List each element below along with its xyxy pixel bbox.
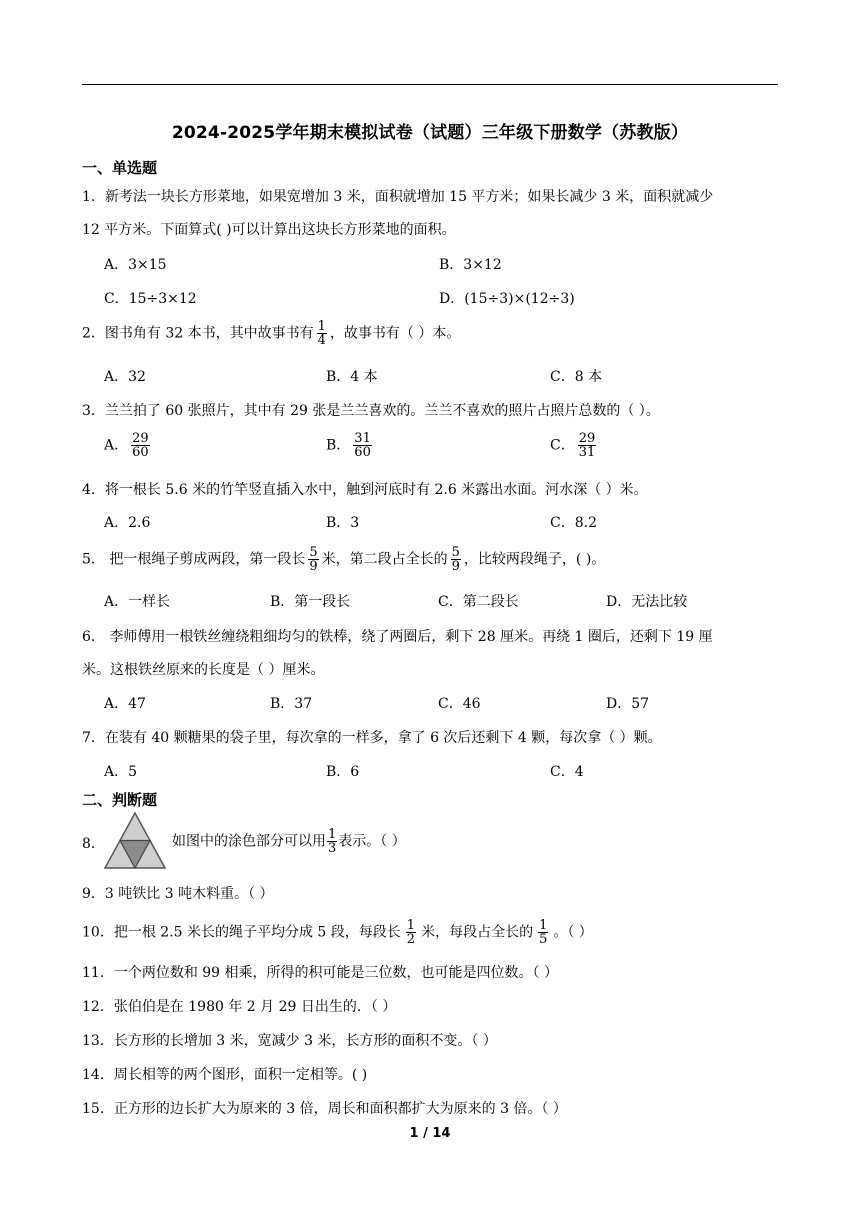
q10-fraction-1 (406, 919, 416, 946)
q1-line2: 12 平方米。下面算式( )可以计算出这块长方形菜地的面积。 (82, 222, 456, 238)
header-rule (82, 84, 778, 85)
q10-f1-numerator: 1 (406, 918, 416, 933)
q5-option-a: A．一样长 (104, 594, 171, 610)
q5-text-post: ，比较两段绳子，( )。 (463, 551, 606, 568)
q3-c-denominator: 31 (578, 445, 596, 460)
q6-option-c: C．46 (438, 696, 481, 712)
q3-option-b (326, 432, 375, 459)
q5-fraction-1 (308, 546, 318, 573)
q10-text-mid: 米，每段占全长的 (421, 924, 534, 941)
q14-stem: 14．周长相等的两个图形，面积一定相等。( ) (82, 1067, 368, 1083)
q5-option-d: D．无法比较 (606, 594, 688, 610)
q5-option-c: C．第二段长 (438, 594, 519, 610)
section-judgement: 二、判断题 (82, 791, 158, 809)
q10-f1-denominator: 2 (406, 932, 416, 947)
q15-stem: 15．正方形的边长扩大为原来的 3 倍，周长和面积都扩大为原来的 3 倍。（ ） (82, 1101, 567, 1117)
triangle-figure (104, 812, 166, 870)
q3-b-numerator: 31 (354, 431, 371, 446)
q1-option-a: A．3×15 (104, 257, 167, 273)
q10-text-post: 。（ ） (553, 924, 593, 941)
q8-frac-denominator: 3 (328, 841, 337, 856)
q3-option-c (550, 432, 599, 459)
section-single-choice: 一、单选题 (82, 159, 158, 177)
q5-f2-numerator: 5 (451, 545, 460, 560)
q4-option-a: A．2.6 (104, 515, 151, 531)
q7-option-b: B．6 (326, 764, 360, 780)
q5-fraction-2 (451, 546, 461, 573)
q10-text-pre: 10．把一根 2.5 米长的绳子平均分成 5 段，每段长 (82, 924, 401, 941)
q3-option-a-label: A． (104, 437, 129, 454)
q11-stem: 11．一个两位数和 99 相乘，所得的积可能是三位数，也可能是四位数。（ ） (82, 965, 558, 981)
q3-stem: 3．兰兰拍了 60 张照片，其中有 29 张是兰兰喜欢的。兰兰不喜欢的照片占照片总数的（ ）。 (82, 403, 660, 419)
q3-option-c-fraction (578, 432, 597, 459)
q12-stem: 12．张伯伯是在 1980 年 2 月 29 日出生的．（ ） (82, 999, 397, 1015)
q5-stem (82, 546, 605, 573)
q4-stem: 4．将一根长 5.6 米的竹竿竖直插入水中，触到河底时有 2.6 米露出水面。河水深（ ）米。 (82, 482, 648, 498)
q5-f1-numerator: 5 (309, 545, 318, 560)
q7-option-c: C．4 (550, 764, 584, 780)
q8-frac-numerator: 1 (328, 827, 337, 842)
q6-line2: 米。这根铁丝原来的长度是（ ）厘米。 (82, 662, 325, 678)
q6-line1: 6． 李师傅用一根铁丝缠绕粗细均匀的铁棒，绕了两圈后，剩下 28 厘米。再绕 1 圈后，还剩下 19 厘 (82, 629, 713, 645)
q8-stem (172, 828, 406, 855)
q10-f2-numerator: 1 (539, 918, 548, 933)
q3-option-b-label: B． (326, 437, 351, 454)
q6-option-a: A．47 (104, 696, 146, 712)
q5-f2-denominator: 9 (451, 559, 460, 574)
q2-option-a: A．32 (104, 369, 146, 385)
q3-b-denominator: 60 (354, 445, 371, 460)
q8-number: 8． (82, 836, 105, 852)
q2-text-pre: 2．图书角有 32 本书，其中故事书有 (82, 325, 314, 342)
q6-option-b: B．37 (270, 696, 313, 712)
q10-fraction-2 (538, 919, 548, 946)
q6-option-d: D．57 (606, 696, 650, 712)
q3-option-b-fraction (353, 432, 372, 459)
q3-option-a (104, 432, 153, 459)
q9-stem: 9．3 吨铁比 3 吨木料重。（ ） (82, 886, 274, 902)
q1-option-d: D．(15÷3)×(12÷3) (439, 291, 575, 307)
q4-option-c: C．8.2 (550, 515, 597, 531)
q5-text-mid: 米，第二段占全长的 (321, 551, 448, 568)
q1-line1: 1．新考法一块长方形菜地，如果宽增加 3 米，面积就增加 15 平方米；如果长减少 3 米，面积就减少 (82, 189, 714, 205)
q10-stem (82, 919, 593, 946)
q4-option-b: B．3 (326, 515, 360, 531)
q3-option-c-label: C． (550, 437, 575, 454)
q5-f1-denominator: 9 (309, 559, 318, 574)
page-number: 1 / 14 (409, 1126, 451, 1141)
q1-option-b: B．3×12 (439, 257, 502, 273)
q3-option-a-fraction (131, 432, 150, 459)
q5-option-b: B．第一段长 (270, 594, 351, 610)
q3-c-numerator: 29 (578, 431, 596, 446)
q2-option-c: C．8 本 (550, 369, 603, 385)
q2-text-post: ，故事书有（ ）本。 (329, 325, 461, 342)
q2-option-b: B．4 本 (326, 369, 378, 385)
page-title: 2024-2025学年期末模拟试卷（试题）三年级下册数学（苏教版） (171, 123, 689, 143)
q3-a-numerator: 29 (132, 431, 149, 446)
q8-text-pre: 如图中的涂色部分可以用 (172, 833, 326, 850)
q2-frac-numerator: 1 (317, 319, 326, 334)
q3-a-denominator: 60 (132, 445, 149, 460)
q2-stem (82, 320, 460, 347)
q1-option-c: C．15÷3×12 (104, 291, 197, 307)
q2-frac-denominator: 4 (317, 333, 326, 348)
q13-stem: 13．长方形的长增加 3 米，宽减少 3 米，长方形的面积不变。（ ） (82, 1033, 497, 1049)
q8-fraction (327, 828, 337, 855)
q8-text-post: 表示。（ ） (338, 833, 406, 850)
q10-f2-denominator: 5 (539, 932, 548, 947)
q7-stem: 7．在装有 40 颗糖果的袋子里，每次拿的一样多，拿了 6 次后还剩下 4 颗，每次拿（ ）颗。 (82, 730, 662, 746)
q7-option-a: A．5 (104, 764, 138, 780)
q5-text-pre: 5． 把一根绳子剪成两段，第一段长 (82, 551, 306, 568)
q2-fraction (317, 320, 327, 347)
